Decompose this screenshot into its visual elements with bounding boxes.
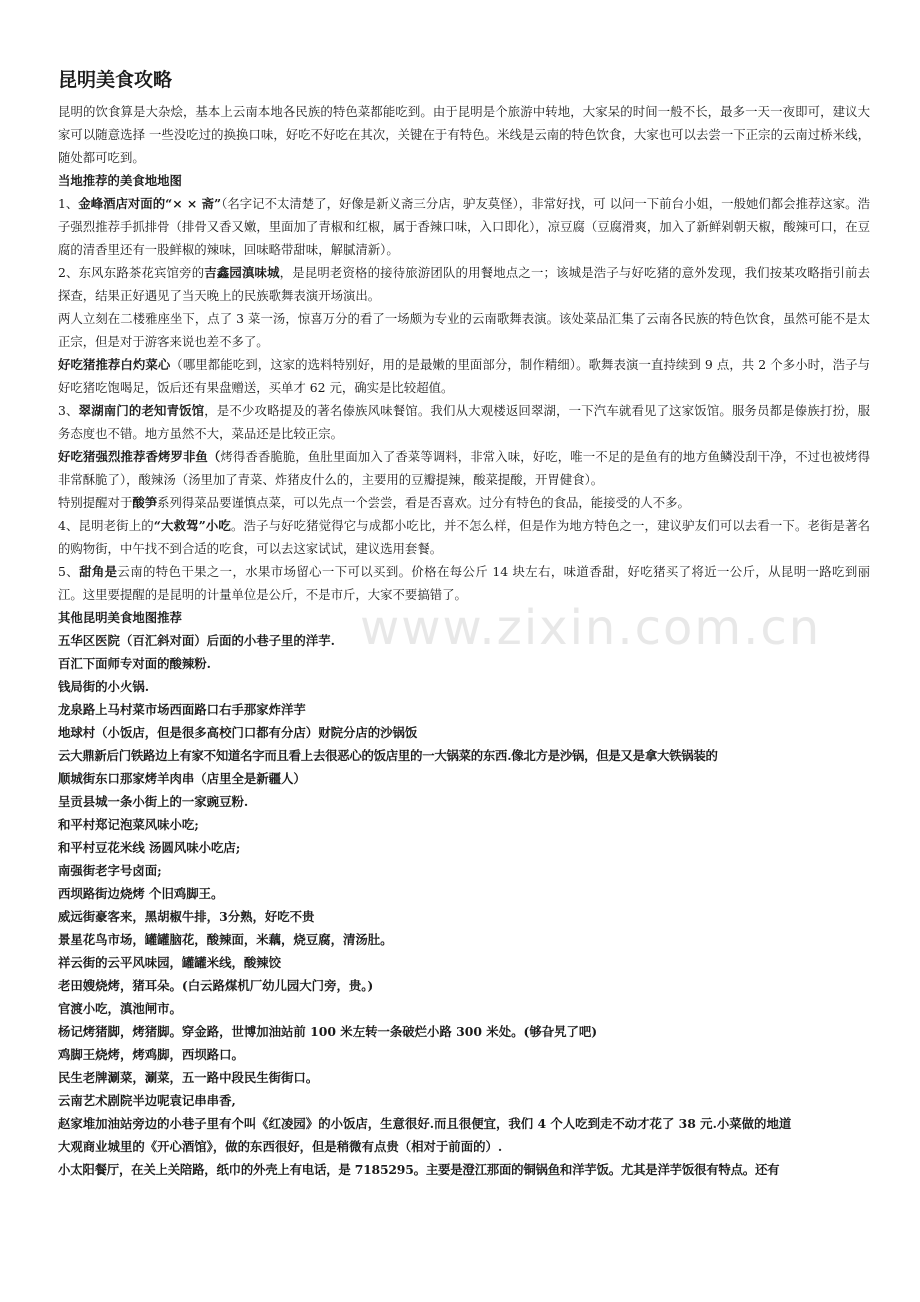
text-run: 云南的特色干果之一，水果市场留心一下可以买到。价格在每公斤 14 块左右，味道香甜，好吃猪买了将近一公斤，从昆明一路吃到丽江。这里要提醒的是昆明的计量单位是公斤，不是市斤，大家不要搞错了。: [58, 564, 871, 602]
list-item: 顺城街东口那家烤羊肉串（店里全是新疆人）: [58, 771, 306, 786]
document-body: [58, 64, 870, 1181]
list-item: 鸡脚王烧烤，烤鸡脚，西坝路口。: [58, 1047, 244, 1062]
list-item: 民生老牌涮菜，涮菜，五一路中段民生街街口。: [58, 1070, 319, 1085]
bold-run: 甜角是: [79, 564, 118, 579]
page-title: 昆明美食攻略: [58, 69, 173, 91]
bold-run: “大救驾”小吃: [153, 518, 231, 533]
list-item: 五华区医院（百汇斜对面）后面的小巷子里的洋芋.: [58, 633, 335, 648]
text-run: 。浩子与好吃猪觉得它与成都小吃比，并不怎么样，但是作为地方特色之一，建议驴友们可以去看一下。老街是著名的购物街，中午找不到合适的吃食，可以去这家试试，建议选用套餐。: [58, 518, 870, 556]
recommendation-list: [58, 629, 870, 1181]
text-run: 系列得菜品要谨慎点菜，可以先点一个尝尝，看是否喜欢。过分有特色的食品，能接受的人不多。: [157, 495, 690, 510]
text-run: （名字记不太清楚了，好像是新义斋三分店，驴友莫怪），非常好找，可 以问一下前台小姐，一般她们都会推荐这家。浩子强烈推荐手抓排骨（排骨又香又嫩，里面加了青椒和红椒，属于香辣口味，入口即化），凉豆腐（豆腐滑爽，加入了新鲜剁朝天椒，酸辣可口，在豆腐的清香里还有一股鲜椒的辣味，回味略带甜味，解腻清新）。: [58, 196, 870, 257]
list-item: 赵家堆加油站旁边的小巷子里有个叫《红凌园》的小饭店，生意很好.而且很便宜，我们 4 个人吃到走不动才花了 38 元.小菜做的地道: [58, 1116, 792, 1131]
list-item: 西坝路街边烧烤 个旧鸡脚王。: [58, 886, 224, 901]
text-run: 3、: [58, 403, 79, 418]
paragraph-suansun: [58, 491, 870, 514]
text-run: 4、昆明老街上的: [58, 518, 154, 533]
list-item: 和平村豆花米线 汤圆风味小吃店;: [58, 840, 241, 855]
paragraph-luofeiyu: [58, 445, 870, 491]
paragraph-performance: 两人立刻在二楼雅座坐下，点了 3 菜一汤，惊喜万分的看了一场颇为专业的云南歌舞表演。该处菜品汇集了云南各民族的特色饮食，虽然可能不是太正宗，但是对于游客来说也差不多了。: [58, 311, 870, 349]
list-item: 钱局街的小火锅.: [58, 679, 150, 694]
text-run: ，是昆明老资格的接待旅游团队的用餐地点之一；该城是浩子与好吃猪的意外发现，我们按某攻略指引前去探查，结果正好遇见了当天晚上的民族歌舞表演开场演出。: [58, 265, 870, 303]
list-item: 老田嫂烧烤，猪耳朵。(白云路煤机厂幼儿园大门旁，贵。): [58, 978, 374, 993]
list-item: 和平村郑记泡菜风味小吃;: [58, 817, 199, 832]
list-item: 龙泉路上马村菜市场西面路口右手那家炸洋芋: [58, 702, 306, 717]
bold-run: 翠湖南门的老知青饭馆: [78, 403, 205, 418]
section-heading-other-map: 其他昆明美食地图推荐: [58, 610, 182, 625]
paragraph-laozhiqing: [58, 399, 870, 445]
text-run: 特别提醒对于: [58, 495, 133, 510]
paragraph-jinfeng: [58, 192, 870, 261]
paragraph-dajiujia: [58, 514, 870, 560]
list-item: 景星花鸟市场，罐罐脑花，酸辣面，米藕，烧豆腐，清汤肚。: [58, 932, 393, 947]
bold-run: 吉鑫园滇味城: [204, 265, 280, 280]
list-item: 云南艺术剧院半边呢袁记串串香,: [58, 1093, 236, 1108]
paragraph-jixinyuan: [58, 261, 870, 307]
bold-run: 金峰酒店对面的“× × 斋”: [78, 196, 222, 211]
list-item: 南强街老字号卤面;: [58, 863, 162, 878]
text-run: 烤得香香脆脆，鱼肚里面加入了香菜等调料，非常入味，好吃，唯一不足的是鱼有的地方鱼鳞没刮干净，不过也被烤得非常酥脆了），酸辣汤（汤里加了青菜、炸猪皮什么的，主要用的豆瓣提辣，酸菜提酸，开胃健食）。: [58, 449, 871, 487]
list-item: 杨记烤猪脚，烤猪脚。穿金路，世博加油站前 100 米左转一条破烂小路 300 米处。(够旮旯了吧): [58, 1024, 598, 1039]
section-heading-local-map: 当地推荐的美食地地图: [58, 173, 182, 188]
list-item: 威远街豪客来，黑胡椒牛排，3分熟，好吃不贵: [58, 909, 315, 924]
paragraph-baizhuo: [58, 353, 870, 399]
list-item: 呈贡县城一条小街上的一家豌豆粉.: [58, 794, 249, 809]
bold-run: 好吃猪推荐白灼菜心: [58, 357, 171, 372]
list-item: 大观商业城里的《开心酒馆》，做的东西很好，但是稍微有点贵（相对于前面的）.: [58, 1139, 503, 1154]
watermark: www.zixin.com.cn: [360, 600, 822, 656]
bold-run: 酸笋: [132, 495, 158, 510]
text-run: ，是不少攻略提及的著名傣族风味餐馆。我们从大观楼返回翠湖，一下汽车就看见了这家饭馆。服务员都是傣族打扮，服务态度也不错。地方虽然不大，菜品还是比较正宗。: [58, 403, 871, 441]
intro-paragraph: 昆明的饮食算是大杂烩，基本上云南本地各民族的特色菜都能吃到。由于昆明是个旅游中转地，大家呆的时间一般不长，最多一天一夜即可，建议大家可以随意选择 一些没吃过的换换口味，好吃不好吃在其次，关键在于有特色。米线是云南的特色饮食，大家也可以去尝一下正宗的云南过桥米线，随处都可吃到。: [58, 104, 870, 165]
list-item: 地球村（小饭店，但是很多高校门口都有分店）财院分店的沙锅饭: [58, 725, 418, 740]
text-run: 2、东风东路茶花宾馆旁的: [58, 265, 205, 280]
bold-run: 好吃猪强烈推荐香烤罗非鱼（: [58, 449, 221, 464]
paragraph-tianjiao: [58, 560, 870, 606]
list-item: 祥云街的云平风味园，罐罐米线，酸辣饺: [58, 955, 282, 970]
list-item: 百汇下面师专对面的酸辣粉.: [58, 656, 212, 671]
text-run: （哪里都能吃到，这家的选料特别好，用的是最嫩的里面部分，制作精细）。歌舞表演一直持续到 9 点，共 2 个多小时，浩子与好吃猪吃饱喝足，饭后还有果盘赠送，买单才 62 元，确实是比较超值。: [58, 357, 870, 395]
list-item: 小太阳餐厅，在关上关陪路，纸巾的外壳上有电话，是 7185295。主要是澄江那面的铜锅鱼和洋芋饭。尤其是洋芋饭很有特点。还有: [58, 1162, 780, 1177]
text-run: 1、: [58, 196, 79, 211]
text-run: 5、: [58, 564, 80, 579]
list-item: 官渡小吃，滇池闸市。: [58, 1001, 182, 1016]
list-item: 云大鼎新后门铁路边上有家不知道名字而且看上去很恶心的饭店里的一大锅菜的东西.像北方是沙锅，但是又是拿大铁锅装的: [58, 748, 718, 763]
